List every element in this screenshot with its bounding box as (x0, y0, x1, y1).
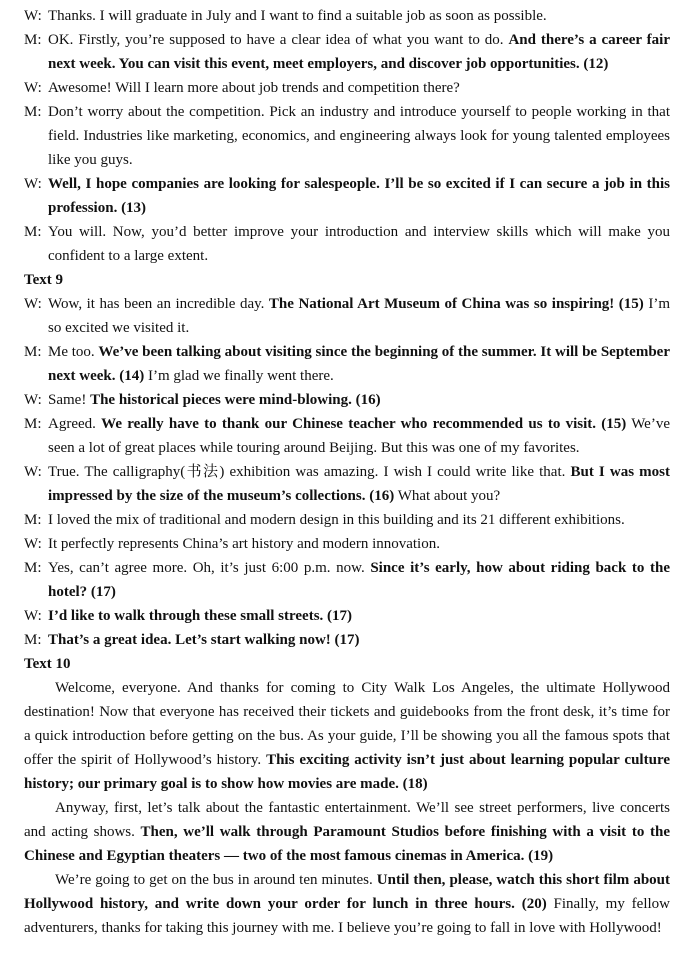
dialogue-content (48, 508, 670, 532)
bold-answer-text: Well, I hope companies are looking for salespeople. I’ll be so excited if I can secure a job in this profession. (13) (48, 176, 670, 216)
speaker-label: M: (24, 632, 42, 648)
dialogue-text: OK. Firstly, you’re supposed to have a clear idea of what you want to do. (48, 32, 509, 48)
dialogue-text: Awesome! Will I learn more about job trends and competition there? (48, 80, 460, 96)
dialogue-content (48, 604, 670, 628)
speaker-label: M: (24, 512, 42, 528)
speaker-label: M: (24, 560, 42, 576)
speaker-label: W: (24, 464, 42, 480)
dialogue-text: I’m glad we finally went there. (144, 368, 334, 384)
dialogue-text: Me too. (48, 344, 99, 360)
dialogue-text: Finally, my fellow adventurers, thanks for taking this journey with me. I believe you’re going to fall in love with Hollywood! (24, 896, 670, 936)
speaker-label: M: (24, 224, 42, 240)
dialogue-content (48, 412, 670, 460)
dialogue-line (24, 76, 670, 100)
dialogue-text: We’ve seen a lot of great places while touring around Beijing. But this was one of my favorites. (48, 416, 670, 456)
bold-answer-text: Until then, please, watch this short film about Hollywood history, and write down your order for lunch in three hours. (20) (24, 872, 671, 912)
speaker-label: W: (24, 608, 42, 624)
dialogue-line (24, 604, 670, 628)
document-page (24, 4, 670, 940)
dialogue-text: I loved the mix of traditional and modern design in this building and its 21 different exhibitions. (48, 512, 625, 528)
speaker-label: W: (24, 536, 42, 552)
bold-answer-text: That’s a great idea. Let’s start walking now! (17) (48, 632, 360, 648)
dialogue-line (24, 412, 670, 460)
bold-answer-text: This exciting activity isn’t just about learning popular culture history; our primary goal is to show how movies are made. (18) (24, 752, 670, 792)
dialogue-text: Same! (48, 392, 91, 408)
monologue-paragraph (24, 796, 670, 868)
dialogue-content (48, 76, 670, 100)
bold-answer-text: But I was most impressed by the size of the museum’s collections. (16) (48, 464, 670, 504)
dialogue-text: You will. Now, you’d better improve your introduction and interview skills which will make you confident to a large extent. (48, 224, 670, 264)
speaker-label: W: (24, 392, 42, 408)
dialogue-content (48, 4, 670, 28)
dialogue-line (24, 628, 670, 652)
bold-answer-text: Since it’s early, how about riding back to the hotel? (17) (48, 560, 670, 600)
dialogue-content (48, 628, 670, 652)
dialogue-content (48, 28, 670, 76)
bold-answer-text: The National Art Museum of China was so inspiring! (15) (268, 296, 644, 312)
speaker-label: W: (24, 8, 42, 24)
dialogue-text: I’m so excited we visited it. (48, 296, 670, 336)
bold-answer-text: The historical pieces were mind-blowing. (16) (90, 392, 381, 408)
speaker-label: W: (24, 176, 42, 192)
dialogue-text: Agreed. (48, 416, 102, 432)
dialogue-line (24, 28, 670, 76)
dialogue-text: It perfectly represents China’s art history and modern innovation. (48, 536, 440, 552)
bold-answer-text: We’ve been talking about visiting since the beginning of the summer. It will be September next week. (14) (48, 344, 670, 384)
speaker-label: W: (24, 80, 42, 96)
dialogue-text: We’re going to get on the bus in around ten minutes. (55, 872, 377, 888)
speaker-label: W: (24, 296, 42, 312)
dialogue-content (48, 340, 670, 388)
bold-answer-text: Then, we’ll walk through Paramount Studios before finishing with a visit to the Chinese and Egyptian theaters — two of the most famous cinemas in America. (19) (24, 824, 670, 864)
dialogue-line (24, 220, 670, 268)
speaker-label: M: (24, 32, 42, 48)
dialogue-content (48, 388, 670, 412)
dialogue-content (48, 220, 670, 268)
speaker-label: M: (24, 104, 42, 120)
dialogue-line (24, 508, 670, 532)
dialogue-content (48, 532, 670, 556)
dialogue-text: Anyway, first, let’s talk about the fantastic entertainment. We’ll see street performers, live concerts and acting shows. (24, 800, 670, 840)
monologue-paragraph (24, 868, 670, 940)
dialogue-content (48, 172, 670, 220)
section-heading: Text 9 (24, 272, 64, 288)
bold-answer-text: I’d like to walk through these small streets. (17) (48, 608, 353, 624)
dialogue-line (24, 556, 670, 604)
dialogue-content (48, 556, 670, 604)
monologue-paragraph (24, 676, 670, 796)
dialogue-text: Don’t worry about the competition. Pick an industry and introduce yourself to people working in that field. Industries like marketing, economics, and engineering always look for young talented employees like you guys. (48, 104, 670, 168)
dialogue-content (48, 460, 670, 508)
dialogue-text: True. The calligraphy(书法) exhibition was amazing. I wish I could write like that. (48, 464, 571, 480)
dialogue-content (48, 100, 670, 172)
dialogue-line (24, 292, 670, 340)
dialogue-text: Thanks. I will graduate in July and I want to find a suitable job as soon as possible. (48, 8, 547, 24)
dialogue-text: Wow, it has been an incredible day. (48, 296, 269, 312)
bold-answer-text: We really have to thank our Chinese teacher who recommended us to visit. (15) (101, 416, 627, 432)
dialogue-line (24, 388, 670, 412)
dialogue-line (24, 100, 670, 172)
dialogue-text: Welcome, everyone. And thanks for coming to City Walk Los Angeles, the ultimate Hollywood destination! Now that everyone has received their tickets and guidebooks from the front desk, it’s time for a quick introduction before getting on the bus. As your guide, I’ll be showing you all the famous spots that offer the spirit of Hollywood’s history. (24, 680, 670, 768)
speaker-label: M: (24, 344, 42, 360)
dialogue-line (24, 460, 670, 508)
dialogue-text: Yes, can’t agree more. Oh, it’s just 6:00 p.m. now. (48, 560, 371, 576)
dialogue-line (24, 340, 670, 388)
bold-answer-text: And there’s a career fair next week. You can visit this event, meet employers, and discover job opportunities. (12) (48, 32, 670, 72)
dialogue-text: What about you? (394, 488, 501, 504)
speaker-label: M: (24, 416, 42, 432)
section-heading: Text 10 (24, 656, 71, 672)
dialogue-line (24, 532, 670, 556)
dialogue-content (48, 292, 670, 340)
dialogue-line (24, 172, 670, 220)
dialogue-line (24, 4, 670, 28)
